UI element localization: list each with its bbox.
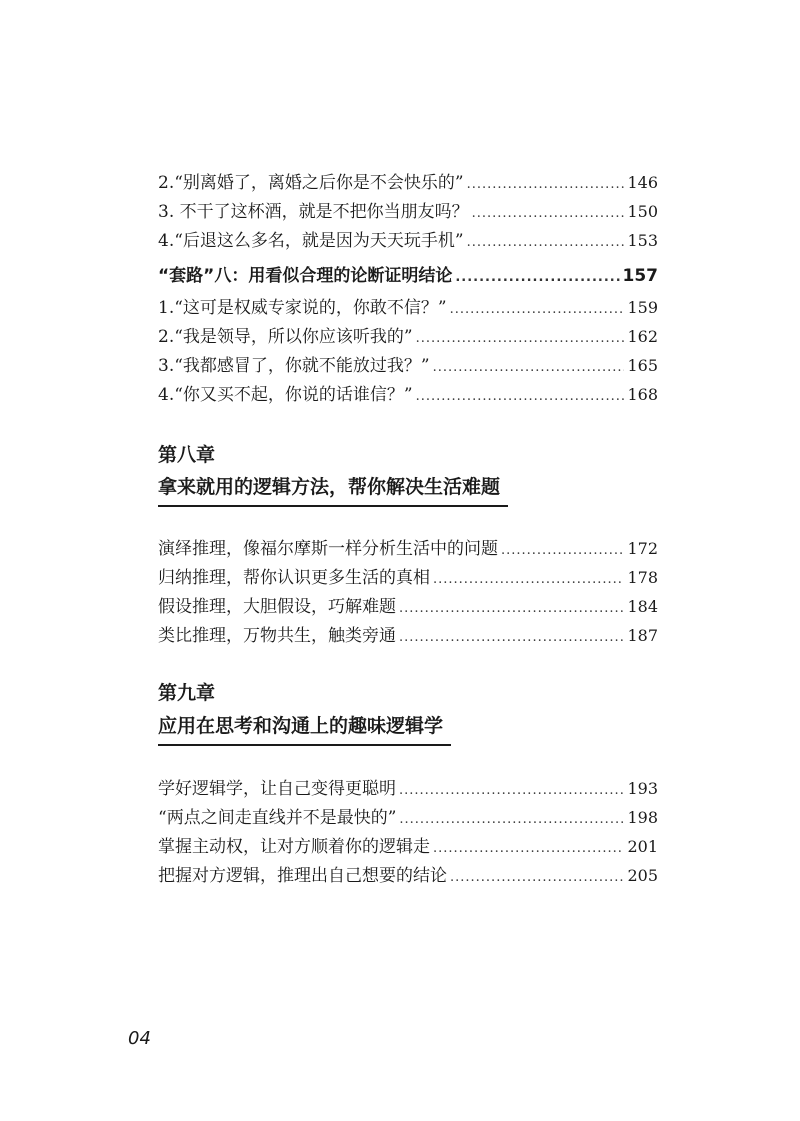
page-number: 04 (128, 1028, 151, 1049)
chapter-label: 第九章 (158, 682, 216, 704)
toc-entry-page: 168 (627, 385, 658, 404)
toc-entry-page: 187 (627, 626, 658, 645)
dot-leader (501, 537, 624, 565)
toc-entry (158, 775, 658, 803)
dot-leader (399, 777, 624, 805)
toc-entry-title: 2.“我是领导，所以你应该听我的” (158, 327, 413, 347)
toc-entry-page: 162 (627, 327, 658, 346)
dot-leader (450, 296, 625, 324)
toc-entry-title: 掌握主动权，让对方顺着你的逻辑走 (158, 837, 430, 857)
toc-entry-page: 153 (627, 231, 658, 250)
toc-entry-page: 146 (627, 173, 658, 192)
toc-entry-title: 演绎推理，像福尔摩斯一样分析生活中的问题 (158, 539, 498, 559)
toc-entry-page: 172 (627, 539, 658, 558)
chapter-label: 第八章 (158, 444, 216, 466)
toc-entry-page: 205 (627, 866, 658, 885)
toc-entry (158, 227, 658, 255)
toc-entry-page: 165 (627, 356, 658, 375)
dot-leader (472, 200, 625, 228)
toc-entry (158, 833, 658, 861)
toc-subheading (158, 262, 658, 290)
toc-entry-page: 198 (627, 808, 658, 827)
toc-entry (158, 294, 658, 322)
toc-entry (158, 323, 658, 351)
dot-leader (450, 864, 624, 892)
toc-subheading-page: 157 (622, 266, 658, 286)
dot-leader (416, 325, 625, 353)
dot-leader (399, 595, 624, 623)
dot-leader (433, 354, 625, 382)
toc-entry-title: 把握对方逻辑，推理出自己想要的结论 (158, 866, 447, 886)
toc-entry-title: “两点之间走直线并不是最快的” (158, 808, 397, 828)
toc-entry-title: 假设推理，大胆假设，巧解难题 (158, 597, 396, 617)
toc-entry (158, 198, 658, 226)
toc-entry-title: 类比推理，万物共生，触类旁通 (158, 626, 396, 646)
toc-entry-page: 150 (627, 202, 658, 221)
toc-entry (158, 352, 658, 380)
toc-entry (158, 862, 658, 890)
toc-entry-title: 2.“别离婚了，离婚之后你是不会快乐的” (158, 173, 464, 193)
toc-entry (158, 593, 658, 621)
toc-entry-page: 159 (627, 298, 658, 317)
dot-leader (416, 383, 625, 411)
toc-entry-title: 3. 不干了这杯酒，就是不把你当朋友吗？ (158, 202, 469, 222)
toc-entry (158, 622, 658, 650)
dot-leader (399, 624, 624, 652)
dot-leader (467, 171, 625, 199)
toc-subheading-title: “套路”八：用看似合理的论断证明结论 (158, 266, 453, 286)
chapter-title: 拿来就用的逻辑方法，帮你解决生活难题 (158, 473, 508, 507)
toc-entry-page: 178 (627, 568, 658, 587)
dot-leader (467, 229, 625, 257)
chapter-title: 应用在思考和沟通上的趣味逻辑学 (158, 712, 451, 746)
dot-leader (455, 264, 619, 292)
toc-entry-title: 4.“后退这么多名，就是因为天天玩手机” (158, 231, 464, 251)
toc-entry (158, 535, 658, 563)
toc-entry (158, 804, 658, 832)
toc-entry-page: 184 (627, 597, 658, 616)
dot-leader (433, 566, 624, 594)
toc-entry-title: 3.“我都感冒了，你就不能放过我？” (158, 356, 430, 376)
toc-entry-title: 4.“你又买不起，你说的话谁信？” (158, 385, 413, 405)
toc-entry-title: 学好逻辑学，让自己变得更聪明 (158, 779, 396, 799)
dot-leader (399, 806, 624, 834)
toc-entry (158, 564, 658, 592)
toc-entry-page: 201 (627, 837, 658, 856)
toc-entry (158, 169, 658, 197)
toc-entry (158, 381, 658, 409)
toc-entry-title: 归纳推理，帮你认识更多生活的真相 (158, 568, 430, 588)
toc-entry-title: 1.“这可是权威专家说的，你敢不信？” (158, 298, 447, 318)
dot-leader (433, 835, 624, 863)
toc-entry-page: 193 (627, 779, 658, 798)
